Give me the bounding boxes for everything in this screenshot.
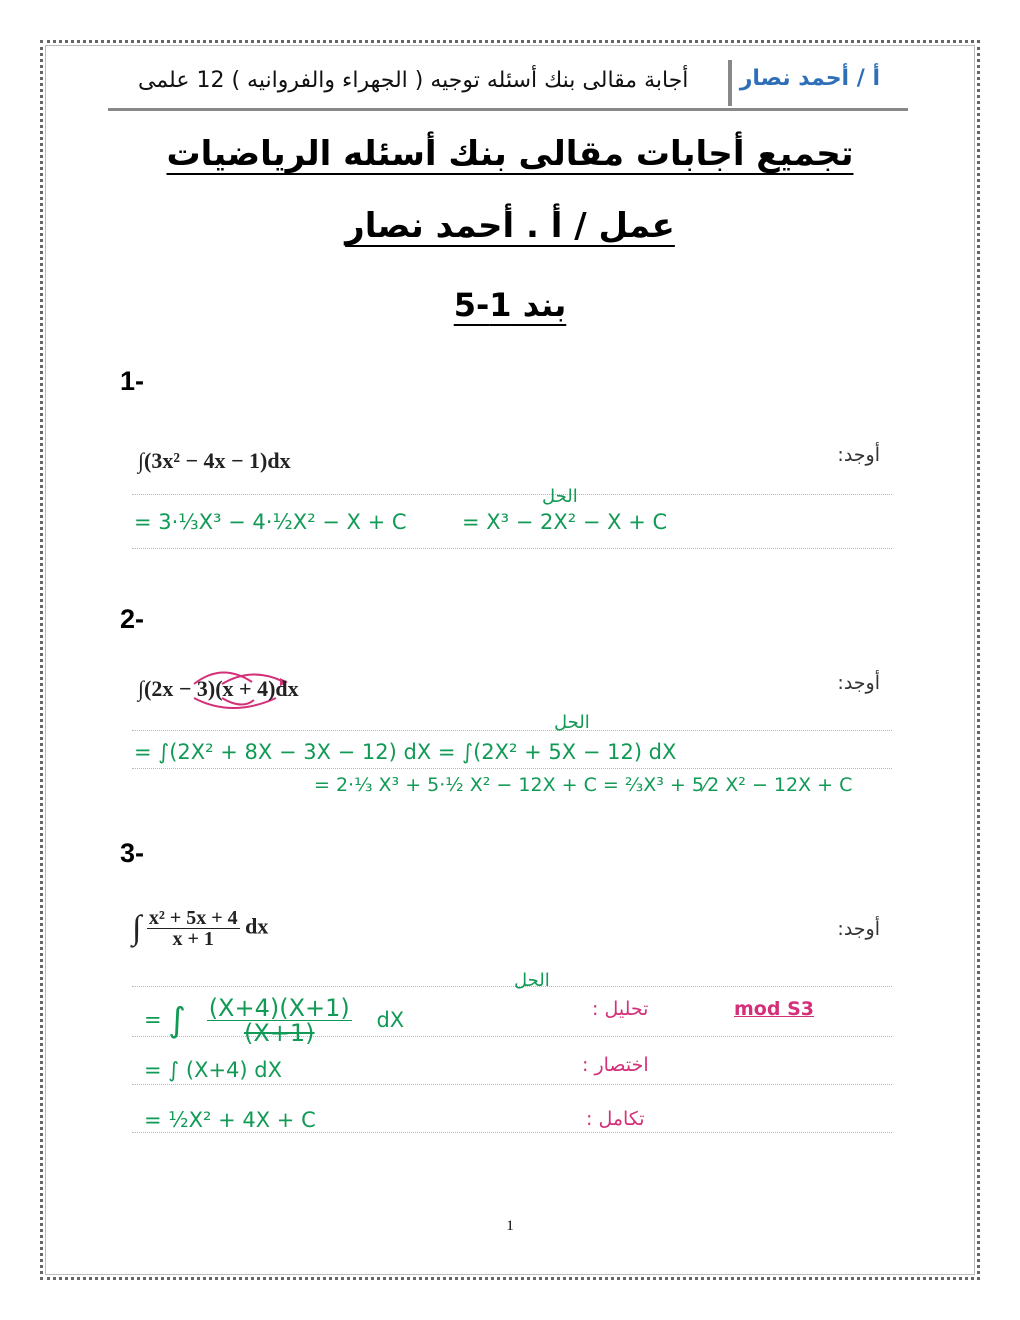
integral-sign: ∫ xyxy=(132,909,142,947)
step-label: اختصار : xyxy=(582,1054,649,1076)
solution-line: = ∫ (X+4) dX xyxy=(144,1058,283,1082)
question-1-panel xyxy=(122,426,902,576)
problem-tail: dx xyxy=(245,913,269,939)
solution-line: = 3·⅓X³ − 4·½X² − X + C xyxy=(134,510,407,534)
problem-expression: ∫(3x² − 4x − 1)dx xyxy=(138,448,291,473)
question-3-number: 3- xyxy=(120,838,145,868)
step-label: تكامل : xyxy=(586,1108,645,1130)
solution-label: الحل xyxy=(554,712,590,733)
problem-numerator: x² + 5x + 4 xyxy=(148,907,238,929)
factored-numerator: (X+4)(X+1) xyxy=(208,994,350,1022)
problem-expression xyxy=(132,908,268,949)
ask-label: أوجد: xyxy=(837,918,880,940)
ask-label: أوجد: xyxy=(837,672,880,694)
factored-denominator: (X+1) xyxy=(243,1019,315,1047)
solution-line: = ∫ $\frac{(X+4)(X+1)}{(X+1)}$ dX xyxy=(144,994,405,1047)
solution-line: = ∫(2X² + 8X − 3X − 12) dX = ∫(2X² + 5X − 12) dX xyxy=(134,740,677,764)
problem-expression: ∫(2x − 3)(x + 4)dx xyxy=(138,676,299,701)
solution-line: = 2·⅓ X³ + 5·½ X² − 12X + C = ⅔X³ + 5⁄2 X² − 12X + C xyxy=(314,774,853,796)
author-line: عمل / أ . أحمد نصار xyxy=(345,206,675,246)
solution-line: = X³ − 2X² − X + C xyxy=(462,510,668,534)
step-label: تحليل : xyxy=(592,998,649,1020)
source-tag: mod S3 xyxy=(734,998,814,1020)
question-2-number: 2- xyxy=(120,604,145,634)
solution-label: الحل xyxy=(542,486,578,507)
page-header xyxy=(108,58,908,111)
header-divider xyxy=(728,60,732,106)
main-title: تجميع أجابات مقالى بنك أسئله الرياضيات xyxy=(166,134,854,174)
problem-denominator: x + 1 xyxy=(172,928,214,950)
ask-label: أوجد: xyxy=(837,444,880,466)
solution-label: الحل xyxy=(514,970,550,991)
header-author: أ / أحمد نصار xyxy=(739,66,880,91)
header-title: أجابة مقالى بنك أسئله توجيه ( الجهراء والفروانيه ) 12 علمى xyxy=(138,68,689,93)
solution-line: = ½X² + 4X + C xyxy=(144,1108,316,1132)
question-1-number: 1- xyxy=(120,366,145,396)
section-title: بند 1-5 xyxy=(453,286,567,324)
question-2-panel xyxy=(122,660,902,808)
page-number: 1 xyxy=(506,1218,514,1234)
question-3-panel xyxy=(122,898,902,1160)
